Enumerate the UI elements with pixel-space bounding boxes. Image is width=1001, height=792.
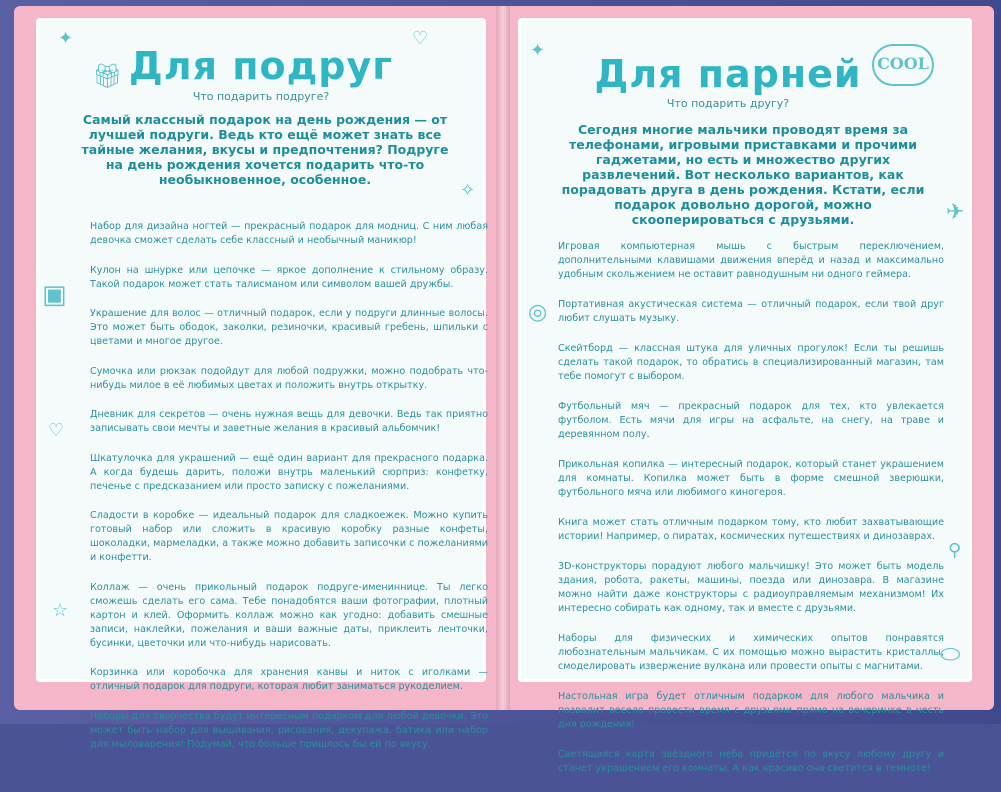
right-intro: Сегодня многие мальчики проводят время за телефонами, игровыми приставками и прочими гаджетами, но есть и множество других развлечений. Вот несколько вариантов, как порадовать друга в день рождения. Кстати, если подарок довольно дорогой, можно скооперироваться с друзьями. — [561, 122, 925, 227]
paragraph: Футбольный мяч — прекрасный подарок для тех, кто увлекается футболом. Есть мячи для игры на асфальте, на снегу, на траве и деревянном полу. — [558, 401, 944, 440]
heart-icon: ♡ — [412, 28, 429, 49]
heart-icon: ♡ — [48, 420, 65, 441]
paragraph: Прикольная копилка — интересный подарок, который станет украшением для комнаты. Копилка может быть в форме смешной зверюшки, футбольного мяча или любимого киногероя. — [558, 459, 944, 498]
star-icon: ✦ — [58, 28, 74, 49]
star-icon: ✧ — [460, 180, 476, 201]
paragraph: Сладости в коробке — идеальный подарок для сладкоежек. Можно купить готовый набор или сложить в красивую коробку разные конфеты, шоколадки, мармеладки, а также можно добавить записочки с пожеланиями и конфетти. — [90, 510, 488, 563]
paragraph: Дневник для секретов — очень нужная вещь для девочки. Ведь так приятно записывать свои мечты и заветные желания в красивый альбомчик! — [90, 409, 488, 434]
paragraph: Настольная игра будет отличным подарком для любого мальчика и позволит весело провести время с друзьями прямо на вечеринке в честь дня рождения! — [558, 691, 944, 730]
paragraph: Украшение для волос — отличный подарок, если у подруги длинные волосы. Это может быть ободок, заколки, резиночки, красивый гребень, шпильки с цветами и многое другое. — [90, 308, 488, 347]
paragraph: Набор для дизайна ногтей — прекрасный подарок для модниц. С ним любая девочка сможет сделать себе классный и необычный маникюр! — [90, 221, 488, 246]
gift-box-icon: ▣ — [42, 280, 67, 310]
paragraph: Наборы для творчества будут интересным подарком для любой девочки. Это может быть набор для вышивания, рисования, декупажа, батика или набор для мыловарения! Подумай, что больше пришлось бы ей по вкусу. — [90, 710, 488, 750]
paragraph: Корзинка или коробочка для хранения канвы и ниток с иголками — отличный подарок для подруги, которая любит заниматься рукоделием. — [90, 667, 488, 692]
right-title: Для парней — [594, 52, 862, 96]
right-body — [558, 240, 944, 792]
paragraph: 3D-конструкторы порадуют любого мальчишку! Это может быть модель здания, робота, ракеты, машины, поезда или динозавра. В магазине можно найти даже конструкторы с радиоуправляемым механизмом! Их интересно собирать как одному, так и вместе с друзьями. — [558, 561, 944, 614]
paragraph: Шкатулочка для украшений — ещё один вариант для прекрасного подарка. А когда будешь дарить, положи внутрь маленький сюрприз: конфетку, печенье с предсказанием или просто записку с пожеланиями. — [90, 452, 488, 492]
star-icon: ☆ — [52, 600, 69, 621]
left-subtitle: Что подарить подруге? — [192, 90, 330, 103]
football-icon: ⬭ — [940, 640, 961, 668]
paragraph: Светящаяся карта звёздного неба придётся по вкусу любому другу и станет украшением его комнаты. А как красиво она светится в темноте! — [558, 749, 944, 774]
paragraph: Кулон на шнурке или цепочке — яркое дополнение к стильному образу. Такой подарок может стать талисманом или символом вашей дружбы. — [90, 264, 488, 290]
book-spine — [496, 6, 510, 710]
paragraph: Скейтборд — классная штука для уличных прогулок! Если ты решишь сделать такой подарок, то обратись в специализированный магазин, там тебе помогут с выбором. — [558, 343, 944, 382]
paragraph: Сумочка или рюкзак подойдут для любой подружки, можно подобрать что-нибудь милое в её любимых цветах и положить внутрь открытку. — [90, 365, 488, 391]
left-intro: Самый классный подарок на день рождения — от лучшей подруги. Ведь кто ещё может знать все тайные желания, вкусы и предпочтения? Подруге на день рождения хочется подарить что-то необыкновенное, особенное. — [81, 112, 449, 187]
left-title: Для подруг — [128, 44, 394, 88]
right-subtitle: Что подарить другу? — [666, 97, 790, 110]
paragraph: Наборы для физических и химических опытов понравятся любознательным мальчикам. С их помощью можно вырастить кристаллы, смоделировать извержение вулкана или провести опыты с магнитами. — [558, 633, 944, 672]
cool-badge: COOL — [872, 44, 934, 86]
rocket-icon: ✈ — [946, 200, 965, 225]
paragraph: Игровая компьютерная мышь с быстрым переключением, дополнительными клавишами движения вперёд и назад и максимально удобным скольжением не оставит равнодушным ни одного геймера. — [558, 241, 944, 280]
shuttlecock-icon: ⚲ — [948, 540, 962, 561]
paragraph: Коллаж — очень прикольный подарок подруге-имениннице. Ты легко сможешь сделать его сама. Тебе понадобятся ваши фотографии, плотный картон и клей. Оформить коллаж можно как угодно: добавить смешные записи, наклейки, пожелания и ваши важные даты, приклеить ленточки, бусинки, цветочки или что-нибудь нарисовать. — [90, 581, 488, 649]
paragraph: Портативная акустическая система — отличный подарок, если твой друг любит слушать музыку. — [558, 299, 944, 324]
ball-icon: ◎ — [528, 300, 548, 325]
left-body — [90, 220, 488, 767]
gift-icon: 🎁︎ — [92, 62, 123, 90]
star-icon: ✦ — [530, 40, 546, 61]
paragraph: Книга может стать отличным подарком тому, кто любит захватывающие истории! Например, о пиратах, космических путешествиях и динозаврах. — [558, 517, 944, 542]
